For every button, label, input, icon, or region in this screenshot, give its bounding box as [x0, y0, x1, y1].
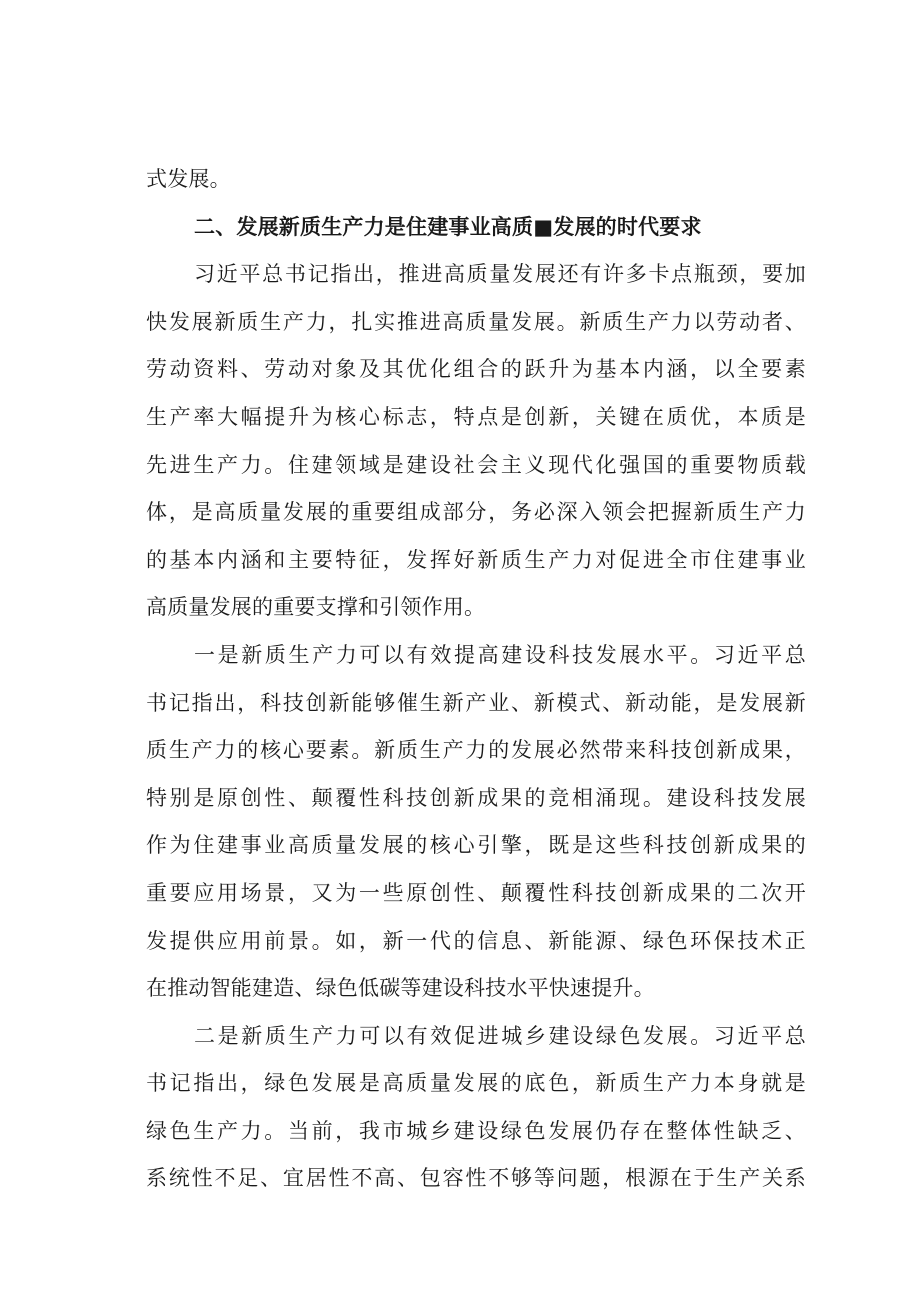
- section-heading: 二、发展新质生产力是住建事业高质■发展的时代要求: [194, 214, 702, 239]
- paragraph-line: 书记指出，绿色发展是高质量发展的底色，新质生产力本身就是: [146, 1071, 806, 1096]
- paragraph-line: 重要应用场景，又为一些原创性、颠覆性科技创新成果的二次开: [146, 880, 806, 905]
- paragraph-line: 体，是高质量发展的重要组成部分，务必深入领会把握新质生产力: [146, 500, 806, 525]
- paragraph-line: 的基本内涵和主要特征，发挥好新质生产力对促进全市住建事业: [146, 547, 806, 572]
- paragraph-2: [146, 632, 806, 1013]
- paragraph-line: 作为住建事业高质量发展的核心引擎，既是这些科技创新成果的: [146, 833, 806, 858]
- paragraph-line: 劳动资料、劳动对象及其优化组合的跃升为基本内涵，以全要素: [146, 357, 806, 382]
- paragraph-line: 二是新质生产力可以有效促进城乡建设绿色发展。习近平总: [194, 1023, 806, 1048]
- paragraph-3: [146, 1013, 806, 1203]
- paragraph-line: 特别是原创性、颠覆性科技创新成果的竞相涌现。建设科技发展: [146, 785, 806, 810]
- paragraph-line: 绿色生产力。当前，我市城乡建设绿色发展仍存在整体性缺乏、: [146, 1118, 806, 1143]
- paragraph-line: 一是新质生产力可以有效提高建设科技发展水平。习近平总: [194, 642, 806, 667]
- paragraph-line: 系统性不足、宜居性不高、包容性不够等问题，根源在于生产关系: [146, 1166, 806, 1191]
- paragraph-1: [146, 251, 806, 632]
- paragraph-line: 高质量发展的重要支撑和引领作用。: [146, 595, 486, 620]
- paragraph-line: 质生产力的核心要素。新质生产力的发展必然带来科技创新成果，: [146, 738, 806, 763]
- paragraph-line: 在推动智能建造、绿色低碳等建设科技水平快速提升。: [146, 976, 655, 1001]
- paragraph-line: 习近平总书记指出，推进高质量发展还有许多卡点瓶颈，要加: [194, 262, 806, 287]
- paragraph-line: 书记指出，科技创新能够催生新产业、新模式、新动能，是发展新: [146, 690, 806, 715]
- paragraph-line: 快发展新质生产力，扎实推进高质量发展。新质生产力以劳动者、: [146, 309, 806, 334]
- document-body: [146, 156, 806, 1203]
- paragraph-line: 生产率大幅提升为核心标志，特点是创新，关键在质优，本质是: [146, 404, 806, 429]
- paragraph-line: 先进生产力。住建领域是建设社会主义现代化强国的重要物质载: [146, 452, 806, 477]
- paragraph-line: 发提供应用前景。如，新一代的信息、新能源、绿色环保技术正: [146, 928, 806, 953]
- fragment-line: 式发展。: [146, 167, 231, 191]
